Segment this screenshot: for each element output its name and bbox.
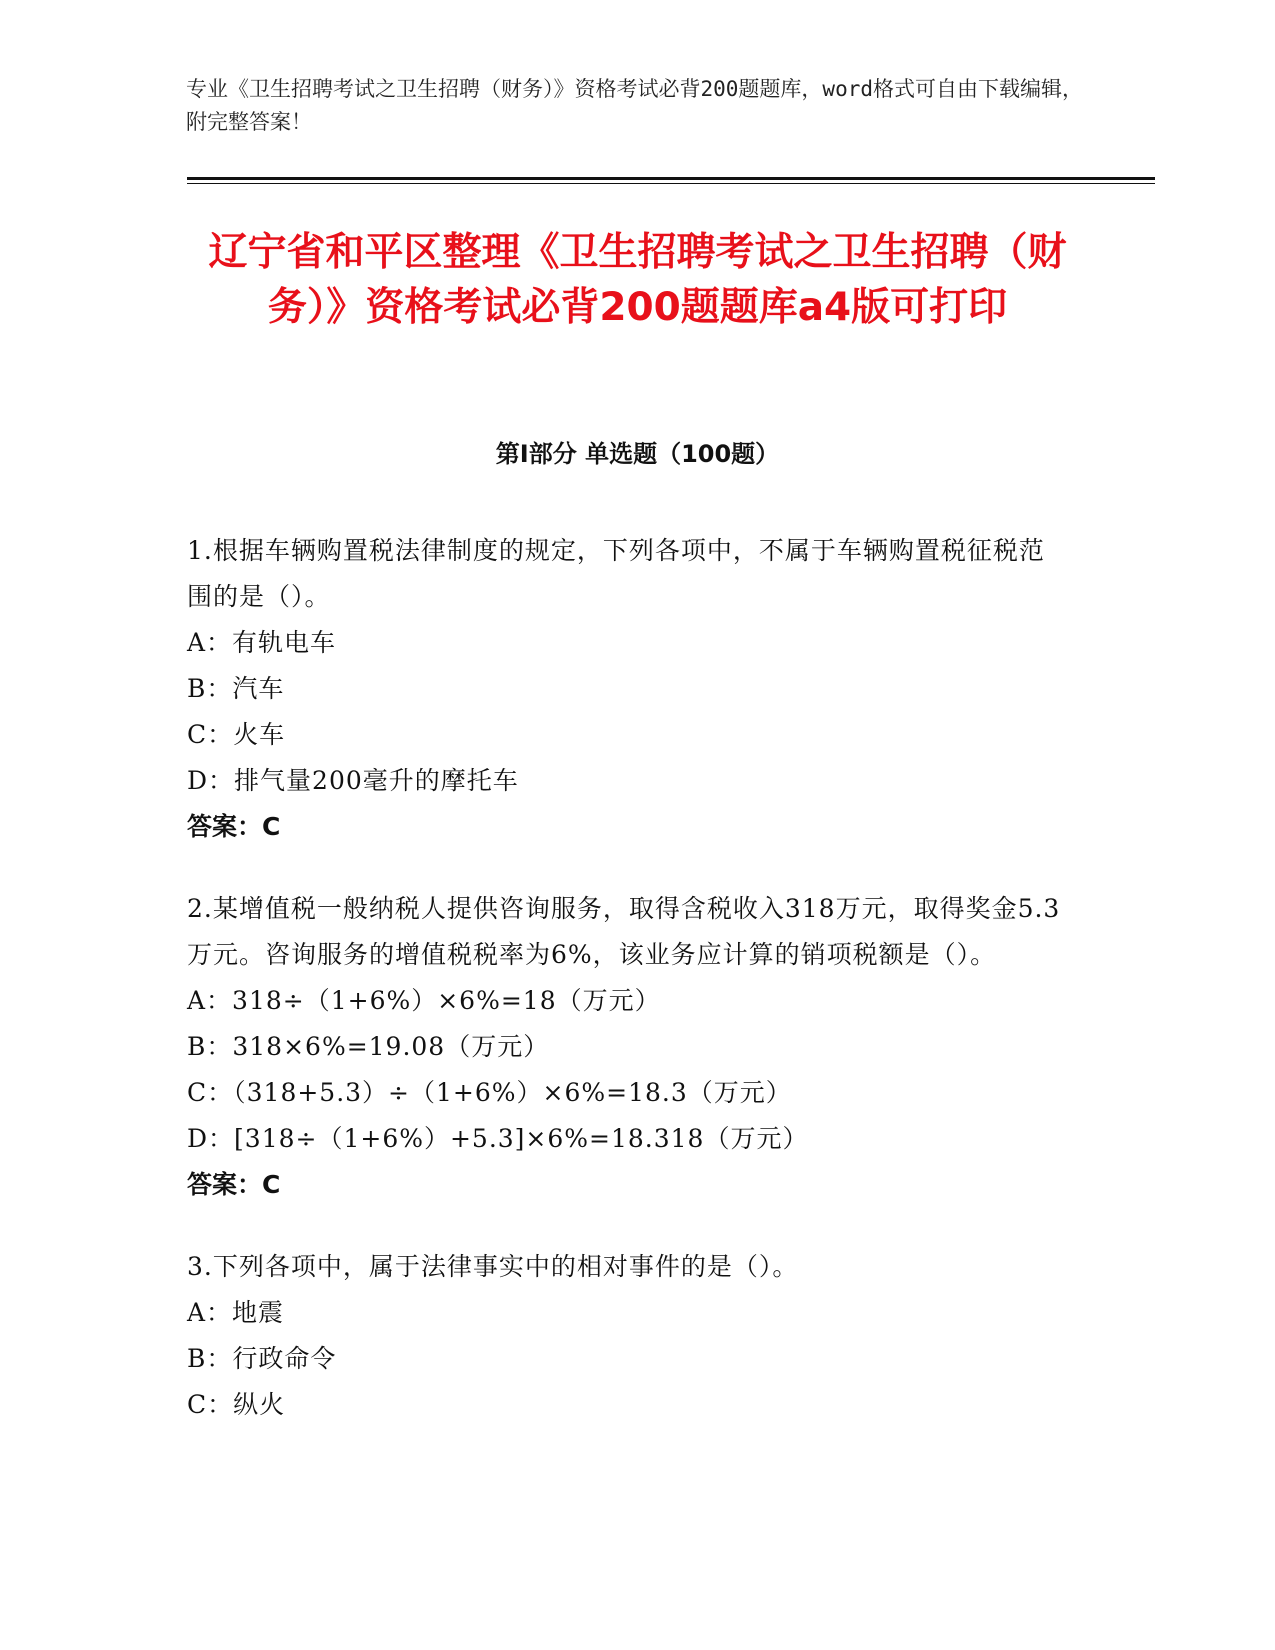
answer-line: 答案：C xyxy=(187,812,281,841)
question-stem: 1.根据车辆购置税法律制度的规定，下列各项中，不属于车辆购置税征税范围的是（）。 xyxy=(187,536,1045,611)
question-1 xyxy=(187,528,1067,850)
option-c: C：（318+5.3）÷（1+6%）×6%=18.3（万元） xyxy=(187,1078,792,1107)
option-b: B：行政命令 xyxy=(187,1344,337,1373)
option-a: A：有轨电车 xyxy=(187,628,337,657)
question-stem: 3.下列各项中，属于法律事实中的相对事件的是（）。 xyxy=(187,1252,799,1281)
option-a: A：318÷（1+6%）×6%=18（万元） xyxy=(187,986,661,1015)
option-c: C：火车 xyxy=(187,720,286,749)
answer-line: 答案：C xyxy=(187,1170,281,1199)
option-d: D：排气量200毫升的摩托车 xyxy=(187,766,519,795)
question-2 xyxy=(187,886,1067,1208)
question-list xyxy=(187,528,1067,1464)
document-title: 辽宁省和平区整理《卫生招聘考试之卫生招聘（财务）》资格考试必背200题题库a4版可打印 xyxy=(208,230,1067,330)
header-divider xyxy=(187,177,1155,180)
option-d: D：[318÷（1+6%）+5.3]×6%=18.318（万元） xyxy=(187,1124,809,1153)
option-b: B：汽车 xyxy=(187,674,285,703)
option-c: C：纵火 xyxy=(187,1390,286,1419)
question-stem: 2.某增值税一般纳税人提供咨询服务，取得含税收入318万元，取得奖金5.3万元。咨询服务的增值税税率为6%，该业务应计算的销项税额是（）。 xyxy=(187,894,1061,969)
section-title: 第I部分 单选题（100题） xyxy=(495,440,780,468)
option-b: B：318×6%=19.08（万元） xyxy=(187,1032,550,1061)
option-a: A：地震 xyxy=(187,1298,285,1327)
question-3 xyxy=(187,1244,1067,1428)
header-divider-thin xyxy=(187,183,1155,184)
document-header-note: 专业《卫生招聘考试之卫生招聘（财务）》资格考试必背200题题库，word格式可自由下载编辑，附完整答案！ xyxy=(186,77,1083,134)
